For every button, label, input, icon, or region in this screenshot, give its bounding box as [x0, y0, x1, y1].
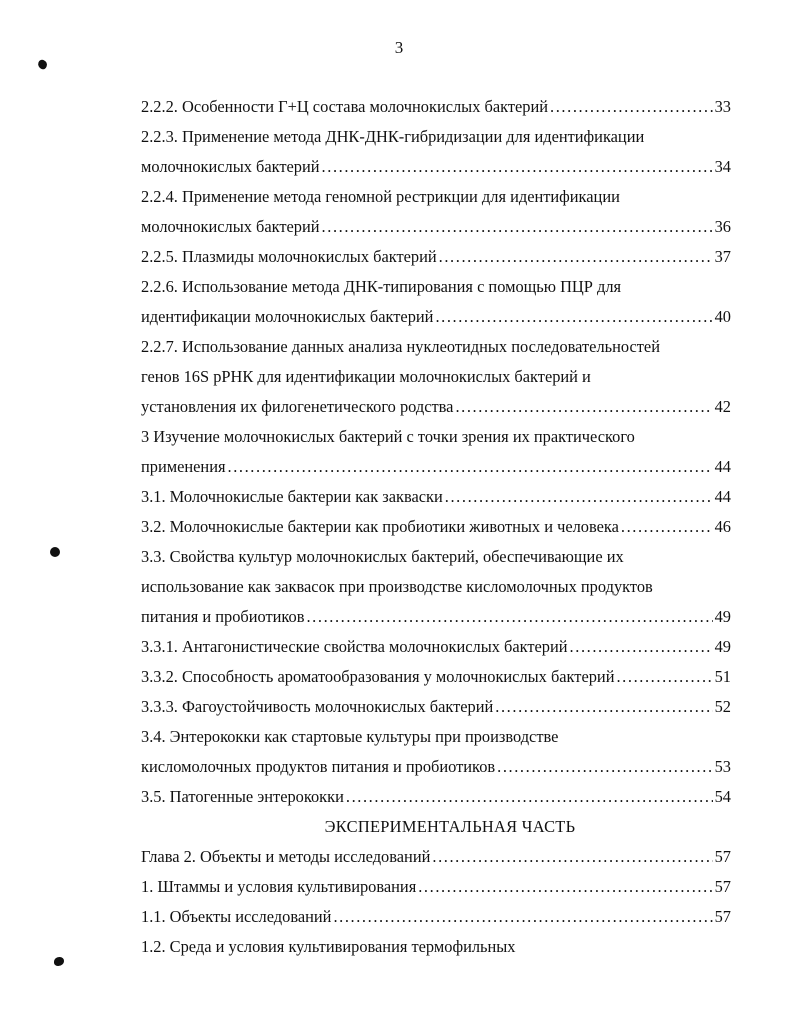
- toc-entry-text: кисломолочных продуктов питания и пробиотиков: [141, 757, 496, 776]
- toc-page-number: 36: [714, 217, 731, 236]
- toc-entry: [141, 722, 731, 782]
- toc-page-number: 57: [714, 877, 731, 896]
- toc-group-literature-review: [141, 92, 731, 812]
- toc-entry: [141, 182, 731, 242]
- toc-entry-line: [141, 452, 731, 482]
- toc-page-number: 51: [714, 667, 731, 686]
- toc-entry-text: 3.1. Молочнокислые бактерии как закваски: [141, 487, 443, 506]
- toc-dot-leader: [346, 782, 713, 812]
- toc-entry: [141, 92, 731, 122]
- toc-entry-text: установления их филогенетического родства: [141, 397, 454, 416]
- toc-dot-leader: [432, 842, 712, 872]
- toc-entry-text: 1.1. Объекты исследований: [141, 907, 332, 926]
- toc-entry-text: генов 16S рРНК для идентификации молочнокислых бактерий и: [141, 367, 591, 386]
- toc-page-number: 42: [714, 397, 731, 416]
- toc-entry: [141, 662, 731, 692]
- toc-entry: [141, 422, 731, 482]
- toc-dot-leader: [306, 602, 712, 632]
- toc-group-experimental: [141, 842, 731, 962]
- toc-dot-leader: [322, 212, 713, 242]
- toc-entry: [141, 692, 731, 722]
- toc-page-number: 46: [714, 517, 731, 536]
- toc-entry-text: 3.3.3. Фагоустойчивость молочнокислых бактерий: [141, 697, 494, 716]
- toc-entry-line: [141, 272, 731, 302]
- toc-dot-leader: [445, 482, 713, 512]
- toc-entry-line: [141, 752, 731, 782]
- toc-dot-leader: [333, 902, 712, 932]
- toc-entry-line: [141, 482, 731, 512]
- toc-entry: [141, 872, 731, 902]
- toc-dot-leader: [497, 752, 712, 782]
- toc-entry-text: применения: [141, 457, 226, 476]
- toc-page-number: 52: [714, 697, 731, 716]
- toc-entry: [141, 482, 731, 512]
- toc-dot-leader: [418, 872, 712, 902]
- toc-entry-text: 3.3. Свойства культур молочнокислых бактерий, обеспечивающие их: [141, 547, 624, 566]
- toc-entry-line: [141, 692, 731, 722]
- toc-entry-text: молочнокислых бактерий: [141, 217, 320, 236]
- toc-entry-line: [141, 632, 731, 662]
- toc-entry-text: 2.2.5. Плазмиды молочнокислых бактерий: [141, 247, 437, 266]
- section-heading: ЭКСПЕРИМЕНТАЛЬНАЯ ЧАСТЬ: [324, 817, 576, 836]
- toc-entry-text: 2.2.6. Использование метода ДНК-типирования с помощью ПЦР для: [141, 277, 622, 296]
- toc-entry-text: 2.2.4. Применение метода геномной рестрикции для идентификации: [141, 187, 620, 206]
- toc-entry-line: [141, 902, 731, 932]
- toc-entry: [141, 842, 731, 872]
- toc-page-number: 49: [714, 607, 731, 626]
- toc-dot-leader: [435, 302, 712, 332]
- toc-dot-leader: [322, 152, 713, 182]
- toc-entry-line: [141, 212, 731, 242]
- toc-entry-text: 1. Штаммы и условия культивирования: [141, 877, 417, 896]
- toc-entry-line: [141, 332, 731, 362]
- toc-entry: [141, 632, 731, 662]
- toc-entry-text: использование как заквасок при производстве кисломолочных продуктов: [141, 577, 653, 596]
- toc-page-number: 40: [714, 307, 731, 326]
- toc-entry-text: Глава 2. Объекты и методы исследований: [141, 847, 431, 866]
- toc-entry-line: [141, 662, 731, 692]
- toc-dot-leader: [570, 632, 713, 662]
- toc-entry: [141, 902, 731, 932]
- toc-page-number: 53: [714, 757, 731, 776]
- toc-entry-text: питания и пробиотиков: [141, 607, 305, 626]
- toc-entry-line: [141, 152, 731, 182]
- toc-page-number: 44: [714, 457, 731, 476]
- toc-dot-leader: [621, 512, 713, 542]
- toc-entry-text: 3.3.1. Антагонистические свойства молочнокислых бактерий: [141, 637, 568, 656]
- toc-entry-line: [141, 722, 731, 752]
- toc-entry: [141, 932, 731, 962]
- scan-speck-mark: [54, 957, 64, 966]
- toc-page-number: 49: [714, 637, 731, 656]
- page-number: 3: [394, 38, 404, 57]
- toc-entry-line: [141, 872, 731, 902]
- toc-entry: [141, 122, 731, 182]
- toc-entry-text: 2.2.7. Использование данных анализа нуклеотидных последовательностей: [141, 337, 660, 356]
- toc-entry-text: 2.2.3. Применение метода ДНК-ДНК-гибридизации для идентификации: [141, 127, 645, 146]
- toc-entry-line: [141, 122, 731, 152]
- toc-entry: [141, 332, 731, 422]
- toc-entry-line: [141, 782, 731, 812]
- toc-entry-line: [141, 842, 731, 872]
- scan-speck-mark: [37, 59, 49, 71]
- toc-entry: [141, 272, 731, 332]
- toc-entry-text: идентификации молочнокислых бактерий: [141, 307, 434, 326]
- toc-entry-line: [141, 182, 731, 212]
- toc-entry: [141, 242, 731, 272]
- toc-page-number: 54: [714, 787, 731, 806]
- toc-dot-leader: [616, 662, 712, 692]
- toc-dot-leader: [495, 692, 712, 722]
- toc-entry-text: 3 Изучение молочнокислых бактерий с точки зрения их практического: [141, 427, 635, 446]
- toc-entry-line: [141, 572, 731, 602]
- toc-entry: [141, 512, 731, 542]
- toc-dot-leader: [439, 242, 713, 272]
- toc-entry-line: [141, 512, 731, 542]
- toc-dot-leader: [550, 92, 713, 122]
- toc-entry-line: [141, 92, 731, 122]
- toc-entry-text: 3.4. Энтерококки как стартовые культуры при производстве: [141, 727, 559, 746]
- toc-entry-line: [141, 302, 731, 332]
- toc-entry-line: [141, 932, 731, 962]
- toc-page-number: 57: [714, 907, 731, 926]
- toc-entry-text: 3.5. Патогенные энтерококки: [141, 787, 344, 806]
- toc-entry-line: [141, 602, 731, 632]
- toc-page-number: 37: [714, 247, 731, 266]
- toc-entry-text: 2.2.2. Особенности Г+Ц состава молочнокислых бактерий: [141, 97, 549, 116]
- toc-entry-line: [141, 542, 731, 572]
- toc-page-number: 57: [714, 847, 731, 866]
- toc-entry-text: 3.3.2. Способность ароматообразования у молочнокислых бактерий: [141, 667, 615, 686]
- table-of-contents: [141, 92, 731, 962]
- toc-entry-line: [141, 242, 731, 272]
- toc-page-number: 44: [714, 487, 731, 506]
- toc-entry-text: молочнокислых бактерий: [141, 157, 320, 176]
- toc-entry-text: 3.2. Молочнокислые бактерии как пробиотики животных и человека: [141, 517, 619, 536]
- toc-entry-line: [141, 422, 731, 452]
- toc-page-number: 33: [714, 97, 731, 116]
- toc-page-number: 34: [714, 157, 731, 176]
- toc-entry: [141, 542, 731, 632]
- toc-entry-line: [141, 392, 731, 422]
- toc-dot-leader: [455, 392, 712, 422]
- toc-entry-text: 1.2. Среда и условия культивирования термофильных: [141, 937, 516, 956]
- toc-dot-leader: [228, 452, 713, 482]
- toc-entry-line: [141, 362, 731, 392]
- toc-entry: [141, 782, 731, 812]
- scan-speck-mark: [50, 547, 60, 557]
